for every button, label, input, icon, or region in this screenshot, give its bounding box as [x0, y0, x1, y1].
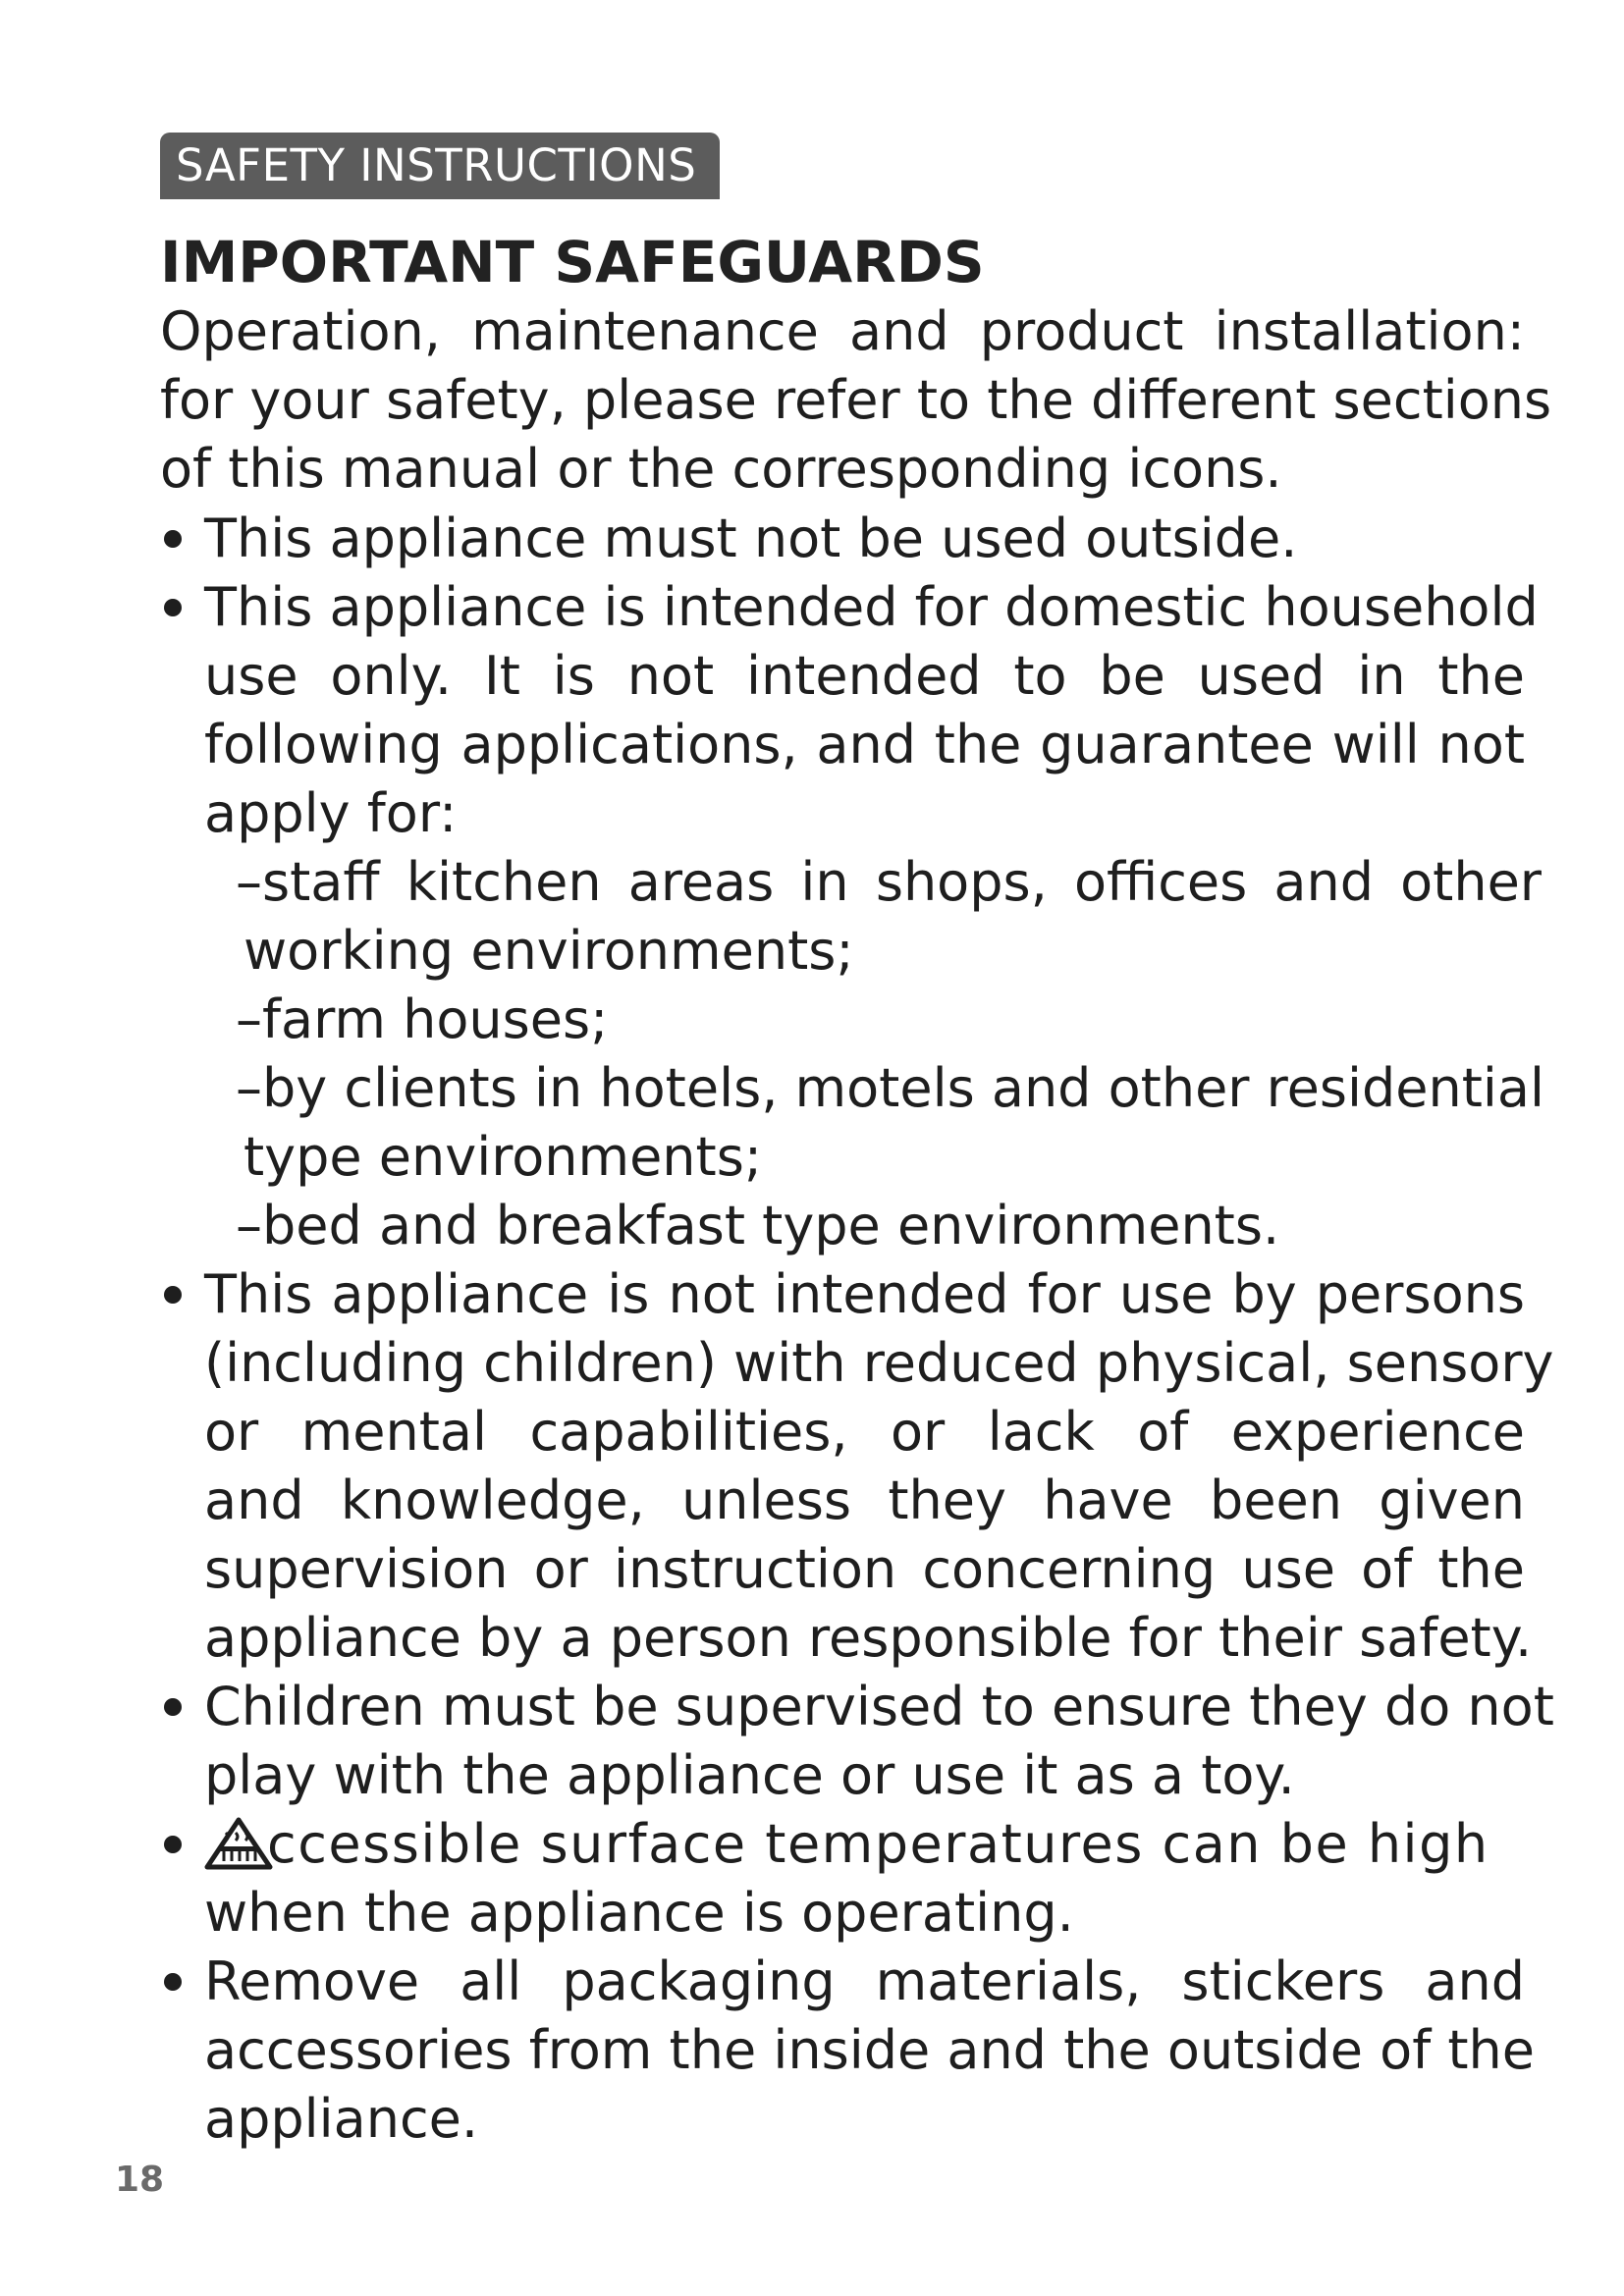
item-line: accessories from the inside and the outside of the [204, 2019, 1535, 2081]
item-line: use only. It is not intended to be used in the [204, 645, 1525, 707]
sub-item-line: type environments; [244, 1126, 763, 1188]
item-line-with-icon [204, 1810, 1535, 1879]
sub-item-line: –farm houses; [236, 988, 609, 1050]
bullet-dot-icon [164, 530, 182, 548]
sub-item-line: working environments; [244, 920, 854, 982]
item-line: Children must be supervised to ensure they do not [204, 1676, 1554, 1737]
list-item [160, 1810, 1535, 1948]
item-line: apply for: [204, 782, 458, 844]
bullet-dot-icon [164, 599, 182, 616]
list-item [160, 573, 1545, 1260]
item-line: Remove all packaging materials, stickers and [204, 1950, 1525, 2012]
sub-item [204, 1054, 1545, 1192]
page-number: 18 [115, 2160, 165, 2200]
section-label: SAFETY INSTRUCTIONS [160, 133, 720, 199]
sub-item-line: –bed and breakfast type environments. [236, 1195, 1280, 1256]
list-item [160, 1673, 1554, 1810]
intro-paragraph [160, 297, 1552, 504]
item-line: This appliance is not intended for use by persons [204, 1263, 1525, 1325]
item-line: play with the appliance or use it as a toy. [204, 1744, 1295, 1806]
sub-item [204, 1192, 1535, 1260]
item-line: appliance. [204, 2088, 479, 2150]
item-line: when the appliance is operating. [204, 1882, 1074, 1944]
bullet-dot-icon [164, 1286, 182, 1304]
item-line-text: ccessible surface temperatures can be high [267, 1813, 1489, 1875]
item-line: This appliance is intended for domestic household [204, 576, 1539, 638]
item-line: and knowledge, unless they have been given [204, 1469, 1525, 1531]
bullet-dot-icon [164, 1698, 182, 1716]
item-line: This appliance must not be used outside. [204, 507, 1298, 569]
list-item [160, 1260, 1554, 1673]
item-line: (including children) with reduced physical, sensory [204, 1332, 1554, 1394]
intro-line: for your safety, please refer to the different sections [160, 369, 1552, 431]
hot-surface-warning-icon [204, 1817, 273, 1870]
sub-item-line: –by clients in hotels, motels and other residential [236, 1057, 1545, 1119]
item-line: supervision or instruction concerning use of the [204, 1538, 1525, 1600]
sub-item [204, 986, 1535, 1054]
item-line: or mental capabilities, or lack of experience [204, 1401, 1525, 1463]
list-item [160, 505, 1535, 573]
item-line: appliance by a person responsible for their safety. [204, 1607, 1533, 1669]
bullet-dot-icon [164, 1836, 182, 1853]
safeguards-list [160, 505, 1554, 2154]
page-title: IMPORTANT SAFEGUARDS [160, 229, 985, 295]
sub-item-line: –staff kitchen areas in shops, offices and other [236, 851, 1542, 913]
bullet-dot-icon [164, 1973, 182, 1991]
intro-line: of this manual or the corresponding icons. [160, 438, 1282, 500]
list-item [160, 1948, 1535, 2154]
intro-line: Operation, maintenance and product installation: [160, 300, 1525, 362]
sub-item [204, 848, 1542, 986]
item-line: following applications, and the guarantee will not [204, 714, 1525, 775]
